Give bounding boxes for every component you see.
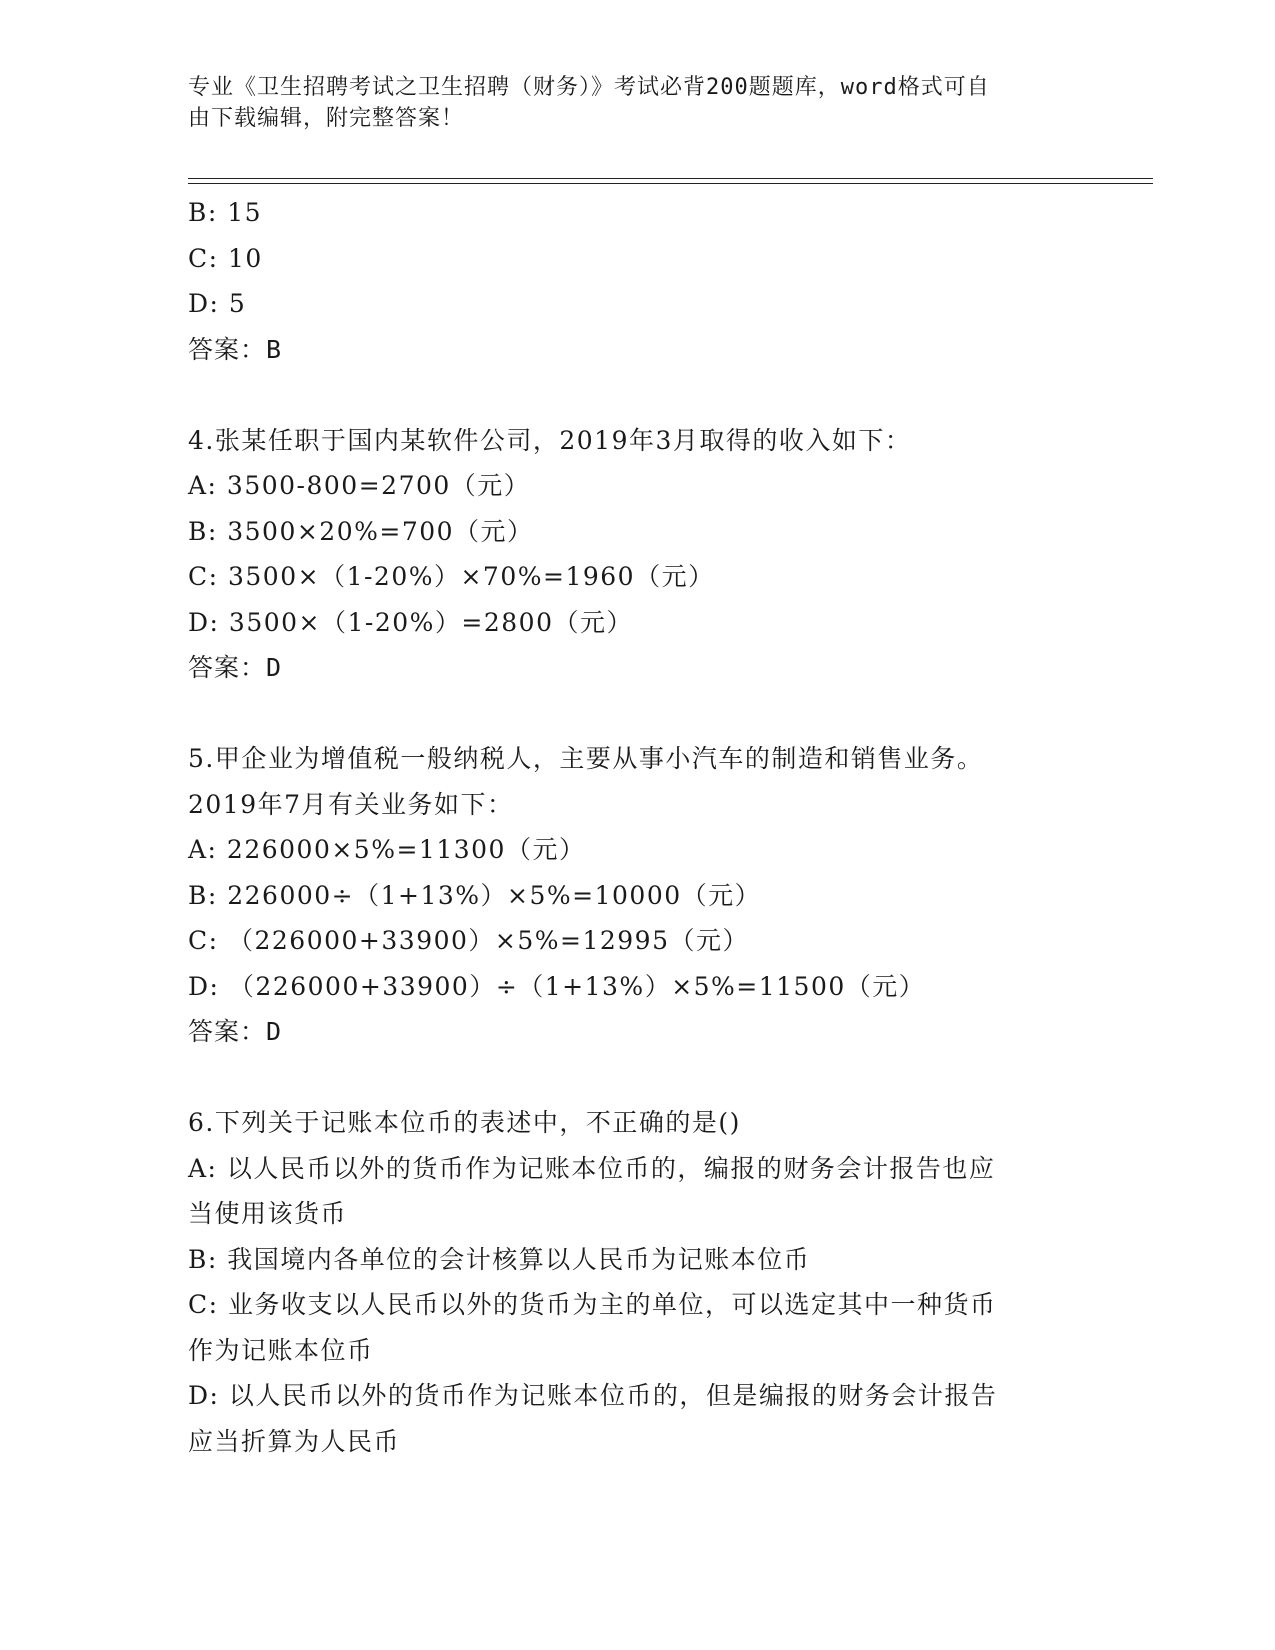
spacer <box>188 1055 1088 1101</box>
option-c: C: 10 <box>188 243 263 273</box>
option-b: B: 15 <box>188 198 263 227</box>
question-stem-line-2: 2019年7月有关业务如下： <box>188 789 514 819</box>
spacer <box>188 372 1088 418</box>
header-line-1: 专业《卫生招聘考试之卫生招聘（财务）》考试必背200题题库，word格式可自 <box>188 75 990 100</box>
option-c: C: 3500×（1-20%）×70%=1960（元） <box>188 562 715 591</box>
option-b: B: 我国境内各单位的会计核算以人民币为记账本位币 <box>188 1244 811 1274</box>
option-d-line-1: D: 以人民币以外的货币作为记账本位币的，但是编报的财务会计报告 <box>188 1381 998 1410</box>
option-c: C: （226000+33900）×5%=12995（元） <box>188 926 749 955</box>
option-d: D: 5 <box>188 289 247 318</box>
question-stem-line-1: 5.甲企业为增值税一般纳税人，主要从事小汽车的制造和销售业务。 <box>188 744 984 773</box>
option-a-line-1: A: 以人民币以外的货币作为记账本位币的，编报的财务会计报告也应 <box>188 1153 996 1183</box>
question-4 <box>188 418 1088 691</box>
question-3-tail <box>188 190 1088 372</box>
header-rule-top <box>188 178 1153 179</box>
question-5 <box>188 736 1088 1055</box>
answer-label: 答案：B <box>188 334 283 364</box>
option-a: A: 226000×5%=11300（元） <box>188 835 586 864</box>
option-c-line-1: C: 业务收支以人民币以外的货币为主的单位，可以选定其中一种货币 <box>188 1290 997 1319</box>
page-header <box>188 72 1068 134</box>
option-b: B: 226000÷（1+13%）×5%=10000（元） <box>188 880 762 910</box>
option-c-line-2: 作为记账本位币 <box>188 1335 374 1365</box>
question-list <box>188 190 1088 1464</box>
question-stem: 6.下列关于记账本位币的表述中，不正确的是() <box>188 1108 741 1137</box>
question-6 <box>188 1100 1088 1464</box>
option-a: A: 3500-800=2700（元） <box>188 471 531 500</box>
option-b: B: 3500×20%=700（元） <box>188 516 534 546</box>
option-d-line-2: 应当折算为人民币 <box>188 1426 401 1456</box>
header-rule-bottom <box>188 183 1153 184</box>
spacer <box>188 691 1088 737</box>
answer-label: 答案：D <box>188 653 283 682</box>
question-stem: 4.张某任职于国内某软件公司，2019年3月取得的收入如下： <box>188 425 912 455</box>
header-line-2: 由下载编辑，附完整答案！ <box>188 106 465 131</box>
answer-label: 答案：D <box>188 1017 283 1046</box>
option-a-line-2: 当使用该货币 <box>188 1199 348 1228</box>
option-d: D: 3500×（1-20%）=2800（元） <box>188 607 633 637</box>
option-d: D: （226000+33900）÷（1+13%）×5%=11500（元） <box>188 971 926 1001</box>
